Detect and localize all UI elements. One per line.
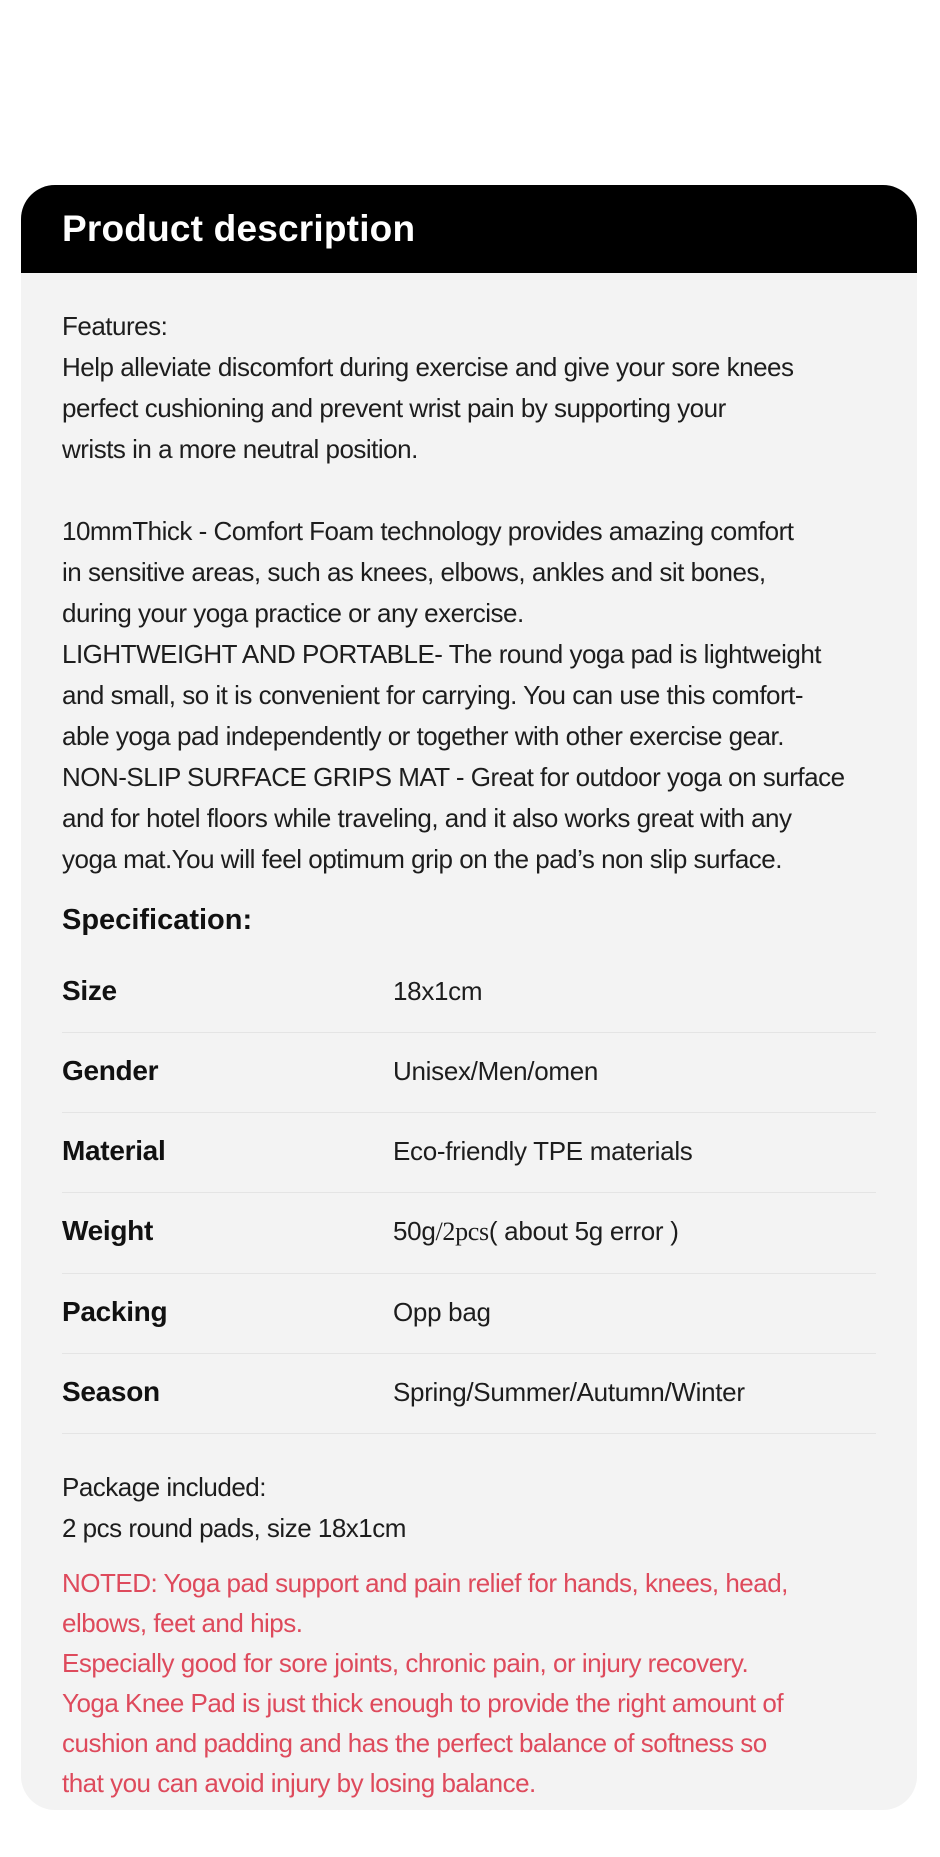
spec-value	[393, 1295, 491, 1329]
page-title: Product description	[62, 208, 416, 249]
card-body	[21, 273, 917, 1803]
text-line: perfect cushioning and prevent wrist pain by supporting your	[62, 393, 726, 423]
spec-label: Size	[62, 975, 117, 1006]
spec-row	[62, 1354, 876, 1434]
spec-value	[393, 974, 482, 1008]
spec-value-segment: 18x1cm	[393, 976, 483, 1006]
spec-value	[393, 1134, 693, 1168]
package-included-paragraph	[62, 1467, 876, 1549]
spec-row	[62, 1193, 876, 1274]
spec-label: Season	[62, 1376, 160, 1407]
spec-row	[62, 1113, 876, 1193]
text-line: and small, so it is convenient for carrying. You can use this comfort-	[62, 680, 804, 710]
spec-value-segment: /2pcs	[435, 1217, 489, 1246]
spec-row	[62, 1033, 876, 1113]
text-line: Yoga Knee Pad is just thick enough to provide the right amount of	[62, 1688, 784, 1718]
spec-value-segment: ( about 5g error )	[488, 1216, 679, 1246]
spec-label: Material	[62, 1135, 166, 1166]
text-line: yoga mat.You will feel optimum grip on the pad’s non slip surface.	[62, 844, 782, 874]
text-line: Especially good for sore joints, chronic pain, or injury recovery.	[62, 1648, 749, 1678]
specification-heading: Specification:	[62, 904, 253, 936]
text-line: wrists in a more neutral position.	[62, 434, 418, 464]
text-line: elbows, feet and hips.	[62, 1608, 303, 1638]
spec-label: Weight	[62, 1215, 154, 1246]
text-line: that you can avoid injury by losing balance.	[62, 1768, 536, 1798]
text-line: 2 pcs round pads, size 18x1cm	[62, 1513, 406, 1543]
text-line: Package included:	[62, 1472, 266, 1502]
spec-row	[62, 1274, 876, 1354]
text-line: in sensitive areas, such as knees, elbows, ankles and sit bones,	[62, 557, 766, 587]
spec-label: Packing	[62, 1296, 168, 1327]
spec-value-segment: Unisex/Men/omen	[393, 1056, 599, 1086]
product-description-card	[21, 185, 917, 1810]
features-paragraph	[62, 306, 876, 470]
text-line: NOTED: Yoga pad support and pain relief for hands, knees, head,	[62, 1568, 788, 1598]
spec-value	[393, 1214, 679, 1249]
spec-row	[62, 953, 876, 1033]
text-line: NON-SLIP SURFACE GRIPS MAT - Great for outdoor yoga on surface	[62, 762, 845, 792]
text-line: LIGHTWEIGHT AND PORTABLE- The round yoga pad is lightweight	[62, 639, 822, 669]
note-paragraph	[62, 1563, 876, 1803]
text-line: during your yoga practice or any exercise.	[62, 598, 524, 628]
details-paragraph	[62, 511, 876, 880]
spec-label: Gender	[62, 1055, 159, 1086]
text-line: able yoga pad independently or together with other exercise gear.	[62, 721, 785, 751]
text-line: and for hotel floors while traveling, and it also works great with any	[62, 803, 792, 833]
spec-value-segment: Spring/Summer/Autumn/Winter	[393, 1377, 745, 1407]
spec-value-segment: 50g	[393, 1216, 436, 1246]
spec-value-segment: Opp bag	[393, 1297, 491, 1327]
specification-table	[62, 953, 876, 1434]
text-line: 10mmThick - Comfort Foam technology provides amazing comfort	[62, 516, 794, 546]
text-line: Help alleviate discomfort during exercise and give your sore knees	[62, 352, 794, 382]
spec-value	[393, 1375, 745, 1409]
text-line: cushion and padding and has the perfect balance of softness so	[62, 1728, 767, 1758]
spec-value-segment: Eco-friendly TPE materials	[393, 1136, 693, 1166]
card-header	[21, 185, 917, 273]
text-line: Features:	[62, 311, 168, 341]
spec-value	[393, 1054, 598, 1088]
